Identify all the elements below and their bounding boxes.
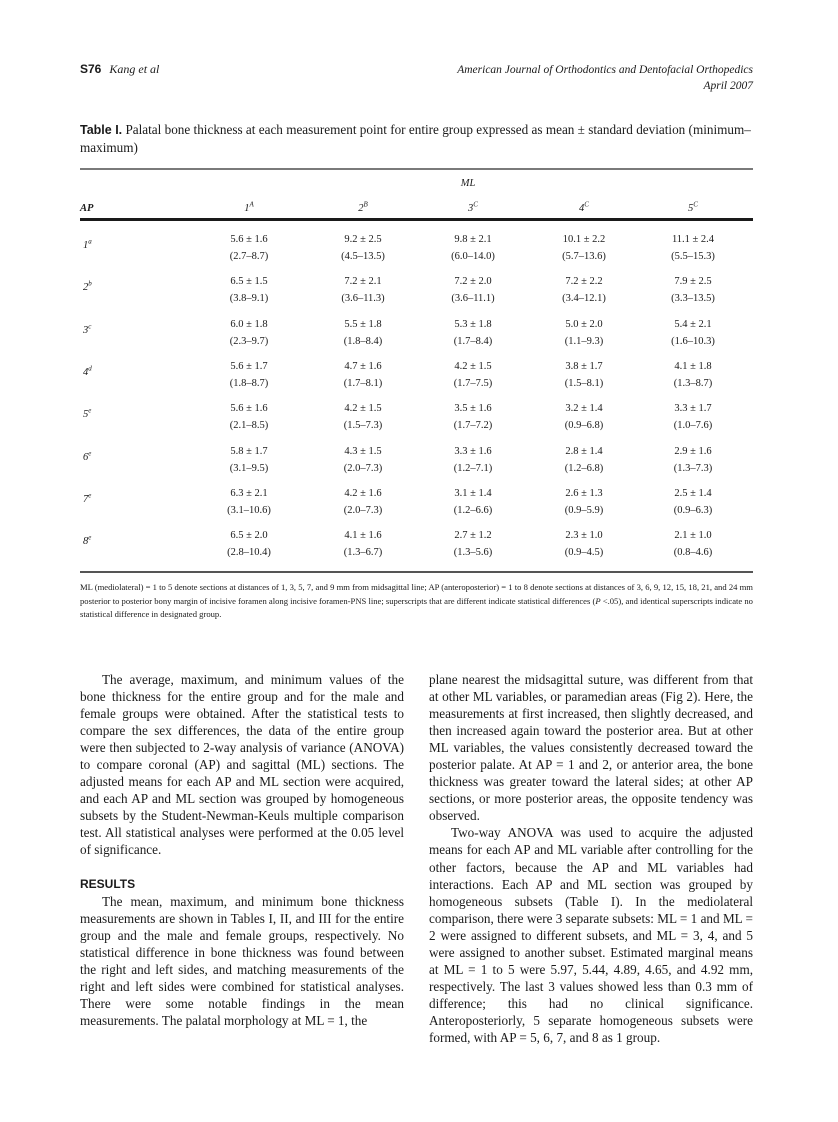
cell-mean-sd: 2.7 ± 1.2	[454, 530, 492, 542]
row-label: 8e	[83, 533, 92, 548]
cell-mean-sd: 11.1 ± 2.4	[671, 234, 715, 245]
table-cell	[674, 358, 713, 392]
cell-mean-sd: 3.8 ± 1.7	[565, 360, 603, 372]
table-row	[80, 316, 753, 356]
table-cell	[674, 485, 713, 519]
table-bottom-rule	[80, 571, 753, 573]
cell-mean-sd: 5.4 ± 2.1	[674, 318, 712, 330]
cell-mean-sd: 7.2 ± 2.1	[344, 276, 382, 288]
table-label: Table I.	[80, 123, 123, 137]
table-cell	[344, 400, 383, 434]
paragraph: The mean, maximum, and minimum bone thickness measurements are shown in Tables I, II, and III for the entire group and the male and female groups, respectively. No statistical difference in bone thickness was found between the right and left sides, and matching measurements of the right and left sides were combined for statistical analyses. There were some notable findings in the mean measurements. The palatal morphology at ML = 1, the	[80, 893, 404, 1028]
cell-mean-sd: 3.3 ± 1.7	[674, 403, 712, 415]
table-cell	[344, 443, 383, 477]
cell-range: (2.1–8.5)	[229, 420, 269, 432]
cell-mean-sd: 3.2 ± 1.4	[565, 403, 603, 415]
table-row	[80, 485, 753, 525]
cell-range: (1.7–7.5)	[453, 377, 493, 389]
row-label: 6e	[83, 449, 92, 463]
table-row	[80, 443, 753, 483]
cell-range: (1.1–9.3)	[564, 335, 604, 347]
cell-range: (3.3–13.5)	[671, 293, 715, 305]
row-label: 1$^a$	[83, 237, 92, 251]
row-label: 4$^d$	[83, 364, 92, 378]
cell-range: (3.4–12.1)	[562, 293, 606, 305]
cell-range: (0.9–4.5)	[564, 547, 604, 559]
table-cell	[565, 400, 604, 434]
body-column-left	[80, 671, 404, 1029]
table-cell	[227, 527, 271, 561]
cell-mean-sd: 4.1 ± 1.8	[674, 360, 712, 372]
table-cell	[674, 400, 713, 434]
table-cell	[562, 231, 606, 265]
cell-range: (2.0–7.3)	[343, 462, 383, 474]
cell-mean-sd: 4.1 ± 1.6	[344, 530, 382, 542]
cell-range: (0.9–6.3)	[673, 504, 713, 516]
table-cell	[454, 527, 493, 561]
table-cell	[565, 527, 604, 561]
table-top-rule	[80, 168, 753, 170]
table-cell	[227, 485, 271, 519]
cell-range: (3.1–10.6)	[227, 504, 271, 516]
table-cell	[230, 400, 269, 434]
cell-mean-sd: 5.6 ± 1.6	[230, 403, 268, 415]
table-cell	[451, 231, 495, 265]
table-cell	[674, 527, 713, 561]
column-header: $5^C$	[688, 200, 698, 214]
row-label: 2$^b$	[83, 279, 92, 294]
cell-range: (0.9–6.8)	[564, 420, 604, 432]
cell-range: (1.0–7.6)	[673, 420, 713, 432]
cell-mean-sd: 7.2 ± 2.2	[565, 276, 603, 288]
cell-mean-sd: 4.7 ± 1.6	[344, 360, 382, 372]
table-row	[80, 231, 753, 271]
cell-mean-sd: 2.1 ± 1.0	[674, 530, 712, 542]
running-head	[80, 62, 753, 102]
cell-range: (5.5–15.3)	[671, 251, 715, 262]
cell-mean-sd: 3.3 ± 1.6	[454, 445, 492, 457]
table-cell	[344, 358, 383, 392]
cell-range: (3.6–11.1)	[451, 293, 495, 305]
cell-range: (1.3–8.7)	[673, 377, 713, 389]
cell-mean-sd: 7.2 ± 2.0	[454, 276, 492, 288]
cell-range: (1.2–6.8)	[564, 462, 604, 474]
cell-range: (1.2–6.6)	[453, 504, 493, 516]
cell-range: (5.7–13.6)	[562, 251, 606, 262]
cell-range: (1.2–7.1)	[453, 462, 493, 474]
cell-mean-sd: 4.2 ± 1.6	[344, 487, 382, 499]
row-label: 7e	[83, 491, 92, 505]
column-header: $1^A$	[244, 200, 254, 214]
page-number: S76	[80, 62, 102, 76]
table-row	[80, 527, 753, 567]
author-line: Kang et al	[109, 62, 160, 76]
cell-range: (1.3–5.6)	[453, 547, 493, 559]
table-row	[80, 400, 753, 440]
journal-title: American Journal of Orthodontics and Dentofacial Orthopedics	[457, 64, 753, 76]
table-cell	[230, 231, 269, 265]
cell-range: (2.3–9.7)	[229, 335, 269, 347]
cell-mean-sd: 2.9 ± 1.6	[674, 445, 712, 457]
cell-range: (2.8–10.4)	[227, 547, 271, 559]
table-cell	[230, 316, 269, 350]
cell-mean-sd: 6.5 ± 2.0	[230, 530, 268, 542]
cell-range: (1.3–7.3)	[673, 462, 713, 474]
table-footnote: ML (mediolateral) = 1 to 5 denote sections at distances of 1, 3, 5, 7, and 9 mm from midsagittal line; AP (anteroposterior) = 1 to 8 denote sections at distances of 3, 6, 9, 12, 15, 18, 21, and 24 mm posterior to posterior bony margin of incisive foramen along incisive foramen-PNS line; superscripts that are different indicate statistical differences (P <.05), and identical superscripts indicate no statistical difference in designated group.	[80, 582, 753, 619]
cell-mean-sd: 9.2 ± 2.5	[344, 234, 382, 245]
cell-range: (1.7–8.4)	[453, 335, 493, 347]
column-header: $3^C$	[468, 200, 478, 214]
cell-range: (3.1–9.5)	[229, 462, 269, 474]
running-head-left	[80, 62, 159, 77]
table-header-row	[80, 200, 753, 217]
cell-range: (6.0–14.0)	[451, 251, 495, 262]
table-cell	[341, 231, 385, 265]
table-row	[80, 273, 753, 313]
table-cell	[454, 316, 493, 350]
row-label: 3$^c$	[83, 322, 92, 336]
cell-mean-sd: 5.6 ± 1.7	[230, 360, 268, 372]
paragraph: The average, maximum, and minimum values of the bone thickness for the entire group and for the male and female groups were obtained. After the statistical tests to compare the sex differences, the data of the entire group were then subjected to 2-way analysis of variance (ANOVA) to compare coronal (AP) and sagittal (ML) sections. The adjusted means for each AP and ML section were acquired, and each AP and ML section was grouped by homogeneous subsets by the Student-Newman-Keuls multiple comparison test. All statistical analyses were performed at the 0.05 level of significance.	[80, 672, 404, 858]
cell-range: (1.7–7.2)	[453, 420, 493, 432]
cell-mean-sd: 9.8 ± 2.1	[454, 234, 492, 245]
table-cell	[344, 316, 383, 350]
cell-range: (1.8–8.4)	[343, 335, 383, 347]
table-cell	[230, 443, 269, 477]
cell-mean-sd: 6.0 ± 1.8	[230, 318, 268, 330]
cell-mean-sd: 4.2 ± 1.5	[344, 403, 382, 415]
table-cell	[565, 485, 604, 519]
cell-mean-sd: 5.6 ± 1.6	[230, 234, 268, 245]
cell-mean-sd: 2.5 ± 1.4	[674, 487, 712, 499]
table-cell	[344, 485, 383, 519]
cell-mean-sd: 2.6 ± 1.3	[565, 487, 603, 499]
row-label: 5e	[83, 406, 92, 421]
table-cell	[230, 358, 269, 392]
table-cell	[671, 273, 715, 307]
cell-range: (1.5–7.3)	[343, 420, 383, 432]
cell-mean-sd: 2.8 ± 1.4	[565, 445, 603, 457]
table-cell	[341, 273, 384, 307]
cell-range: (1.5–8.1)	[564, 377, 604, 389]
cell-mean-sd: 2.3 ± 1.0	[565, 530, 603, 542]
cell-range: (3.6–11.3)	[341, 293, 385, 305]
issue-date: April 2007	[703, 80, 753, 92]
cell-range: (4.5–13.5)	[341, 251, 385, 262]
table-cell	[671, 231, 715, 265]
section-heading-results: RESULTS	[80, 876, 136, 891]
cell-range: (3.8–9.1)	[229, 293, 269, 305]
paragraph: Two-way ANOVA was used to acquire the adjusted means for each AP and ML variable after controlling for the other factors, because the AP and ML variables had interactions. Each AP and ML section was grouped by homogeneous subsets (Table I). In the mediolateral comparison, there were 3 separate subsets: ML = 1 and ML = 2 were assigned to different subsets, and ML = 3, 4, and 5 were assigned to another subset. Estimated marginal means at ML = 1 to 5 were 5.97, 5.44, 4.89, 4.65, and 4.92 mm, respectively. The last 3 values showed less than 0.3 mm of difference; this had no clinical significance. Anteroposteriorly, 5 separate homogeneous subsets were formed, with AP = 5, 6, 7, and 8 as 1 group.	[429, 825, 753, 1045]
cell-range: (0.9–5.9)	[564, 504, 604, 516]
cell-mean-sd: 6.5 ± 1.5	[230, 276, 268, 288]
cell-range: (1.6–10.3)	[671, 335, 715, 347]
cell-mean-sd: 5.5 ± 1.8	[344, 318, 382, 330]
table-cell	[230, 273, 269, 307]
table-caption-text: Palatal bone thickness at each measurement point for entire group expressed as mean ± standard deviation (minimum–maximum)	[80, 122, 751, 155]
table-cell	[674, 443, 713, 477]
cell-range: (0.8–4.6)	[673, 547, 713, 559]
table-cell	[454, 443, 493, 477]
cell-range: (1.3–6.7)	[343, 547, 383, 559]
cell-range: (1.7–8.1)	[343, 377, 383, 389]
cell-mean-sd: 4.2 ± 1.5	[454, 360, 492, 372]
table-cell	[565, 358, 604, 392]
table-caption	[80, 121, 753, 157]
table-row	[80, 358, 753, 398]
cell-mean-sd: 4.3 ± 1.5	[344, 445, 382, 457]
paragraph: plane nearest the midsagittal suture, was different from that at other ML variables, or paramedian areas (Fig 2). Here, the measurements at first increased, then slightly decreased, and then increased again toward the posterior area. But at other ML variables, the values consistently decreased toward the posterior palate. At AP = 1 and 2, or anterior area, the bone thickness was greater toward the lateral sides; at other AP sections, or more posterior areas, the opposite tendency was observed.	[429, 672, 753, 824]
cell-range: (2.0–7.3)	[343, 504, 383, 516]
cell-mean-sd: 3.5 ± 1.6	[454, 403, 492, 415]
table-cell	[565, 316, 604, 350]
table-cell	[565, 443, 604, 477]
table-cell	[454, 400, 493, 434]
cell-mean-sd: 10.1 ± 2.2	[562, 234, 606, 245]
cell-mean-sd: 5.3 ± 1.8	[454, 318, 492, 330]
table-cell	[454, 485, 493, 519]
cell-mean-sd: 5.0 ± 2.0	[565, 318, 603, 330]
running-head-right	[457, 62, 753, 94]
cell-mean-sd: 3.1 ± 1.4	[454, 487, 492, 499]
cell-range: (2.7–8.7)	[229, 251, 269, 262]
table-cell	[562, 273, 606, 307]
ap-header: AP	[80, 203, 94, 214]
table-cell	[671, 316, 715, 350]
table-header-rule	[80, 218, 753, 221]
cell-mean-sd: 6.3 ± 2.1	[230, 487, 268, 499]
column-header: $2^B$	[358, 200, 368, 214]
body-column-right	[429, 671, 753, 1046]
cell-mean-sd: 7.9 ± 2.5	[674, 276, 712, 288]
cell-range: (1.8–8.7)	[229, 377, 269, 389]
table-cell	[344, 527, 383, 561]
column-header: $4^C$	[579, 200, 589, 214]
cell-mean-sd: 5.8 ± 1.7	[230, 445, 268, 457]
table-cell	[454, 358, 493, 392]
table-cell	[451, 273, 494, 307]
